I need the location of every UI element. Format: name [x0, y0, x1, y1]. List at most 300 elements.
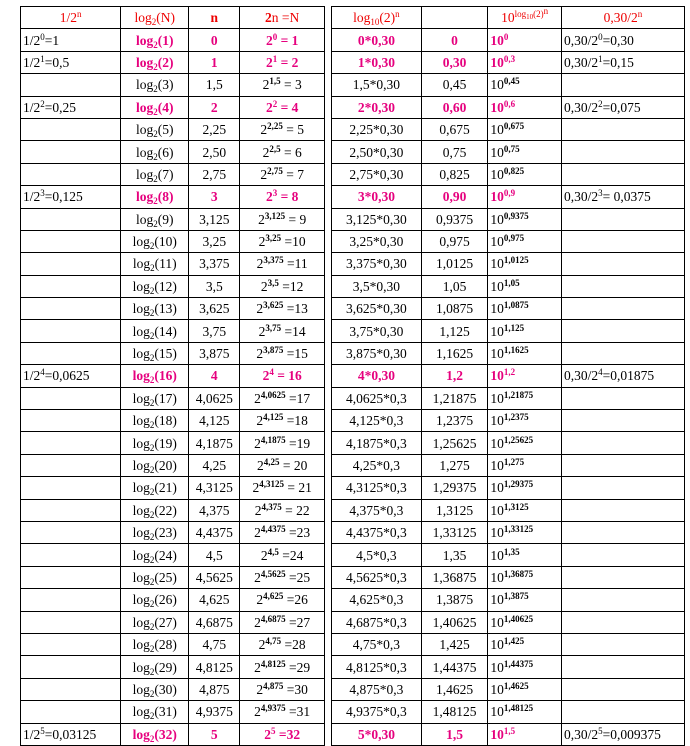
table-row	[332, 320, 685, 342]
cell-log: $\log_2(8)$	[121, 186, 189, 208]
cell-frac	[21, 298, 121, 320]
cell-eq: 2$^{3,625}$ =13	[240, 298, 325, 320]
cell-exp: 2*0,30	[332, 96, 422, 118]
table-row	[21, 678, 325, 700]
table-row	[21, 365, 325, 387]
cell-log: $\log_2(22)$	[121, 499, 189, 521]
cell-exp: 4*0,30	[332, 365, 422, 387]
table-row	[332, 387, 685, 409]
table-row	[21, 723, 325, 745]
table-row	[21, 566, 325, 588]
cell-n: 4,125	[189, 410, 240, 432]
cell-frac	[21, 163, 121, 185]
cell-eq: 2$^{1,5}$ = 3	[240, 74, 325, 96]
cell-res	[561, 208, 684, 230]
cell-n: 0	[189, 29, 240, 51]
table-row	[21, 163, 325, 185]
header-frac: 1/2$^n$	[21, 7, 121, 29]
cell-frac	[21, 275, 121, 297]
cell-val: 0,75	[421, 141, 488, 163]
cell-pow: 10$^{0,675}$	[488, 118, 562, 140]
table-row	[21, 275, 325, 297]
cell-pow: $10^{1,40625}$	[488, 611, 562, 633]
cell-log: $\log_2(23)$	[121, 521, 189, 543]
cell-val: 0,30	[421, 51, 488, 73]
cell-n: 3,125	[189, 208, 240, 230]
cell-n: 2,50	[189, 141, 240, 163]
cell-eq: $2^1 = 2$	[240, 51, 325, 73]
cell-eq: $2^{4,0625} =17$	[240, 387, 325, 409]
cell-n: 4,4375	[189, 521, 240, 543]
cell-eq: 2$^{4,5}$ =24	[240, 544, 325, 566]
cell-n: 3,5	[189, 275, 240, 297]
cell-frac	[21, 410, 121, 432]
cell-val: 0,825	[421, 163, 488, 185]
cell-exp: 3,125*0,30	[332, 208, 422, 230]
cell-res	[561, 342, 684, 364]
table-row	[21, 410, 325, 432]
table-row	[332, 678, 685, 700]
cell-pow: 10$^{0,975}$	[488, 230, 562, 252]
cell-eq: $2^{4,6875} =27$	[240, 611, 325, 633]
cell-frac	[21, 477, 121, 499]
cell-res	[561, 298, 684, 320]
cell-frac: $1/2^5=0,03125$	[21, 723, 121, 745]
table-row	[21, 253, 325, 275]
cell-exp: 4,3125*0,3	[332, 477, 422, 499]
header-n: n	[189, 7, 240, 29]
cell-frac	[21, 118, 121, 140]
cell-pow: 10$^{1,2}$	[488, 365, 562, 387]
table-row	[332, 656, 685, 678]
table-row	[21, 701, 325, 723]
table-row	[21, 521, 325, 543]
table-row	[21, 208, 325, 230]
table-row	[21, 589, 325, 611]
cell-res: $0,30/2^4=0,01875$	[561, 365, 684, 387]
cell-exp: 4,4375*0,3	[332, 521, 422, 543]
header-res: 0,30/2$^n$	[561, 7, 684, 29]
cell-exp: 2,50*0,30	[332, 141, 422, 163]
cell-pow: $10^{1,29375}$	[488, 477, 562, 499]
table-row	[332, 566, 685, 588]
header-exp: $\log_{10}(2)^n$	[332, 7, 422, 29]
cell-res	[561, 387, 684, 409]
cell-pow: 10$^{0,45}$	[488, 74, 562, 96]
cell-log: $\log_2(7)$	[121, 163, 189, 185]
table-row	[332, 208, 685, 230]
left-table	[20, 6, 325, 746]
cell-pow: $10^{1,33125}$	[488, 521, 562, 543]
cell-pow: $10^{1,44375}$	[488, 656, 562, 678]
cell-frac	[21, 454, 121, 476]
cell-n: 3,375	[189, 253, 240, 275]
table-row	[21, 29, 325, 51]
table-row	[332, 342, 685, 364]
table-row	[21, 141, 325, 163]
cell-val: 1,29375	[421, 477, 488, 499]
cell-frac	[21, 320, 121, 342]
cell-frac	[21, 253, 121, 275]
cell-exp: 4,375*0,3	[332, 499, 422, 521]
cell-log: $\log_2(15)$	[121, 342, 189, 364]
cell-res: $0,30/2^0=0,30$	[561, 29, 684, 51]
cell-n: 4,8125	[189, 656, 240, 678]
cell-n: 4,75	[189, 633, 240, 655]
cell-val: 1,40625	[421, 611, 488, 633]
cell-res	[561, 410, 684, 432]
cell-log: $\log_2(13)$	[121, 298, 189, 320]
cell-eq: 2$^{3,375}$ =11	[240, 253, 325, 275]
cell-n: 2,75	[189, 163, 240, 185]
cell-exp: 4,75*0,3	[332, 633, 422, 655]
cell-res	[561, 521, 684, 543]
table-row	[332, 723, 685, 745]
cell-exp: 4,5625*0,3	[332, 566, 422, 588]
cell-exp: 4,1875*0,3	[332, 432, 422, 454]
cell-pow: $10^{0,9375}$	[488, 208, 562, 230]
table-row	[332, 544, 685, 566]
cell-log: $\log_2(3)$	[121, 74, 189, 96]
cell-frac: $1/2^4=0,0625$	[21, 365, 121, 387]
table-row	[21, 611, 325, 633]
cell-frac	[21, 342, 121, 364]
table-row	[21, 298, 325, 320]
cell-n: 3,75	[189, 320, 240, 342]
cell-pow: $10^{1,25625}$	[488, 432, 562, 454]
cell-log: $\log_2(20)$	[121, 454, 189, 476]
cell-log: $\log_2(11)$	[121, 253, 189, 275]
cell-res	[561, 432, 684, 454]
cell-val: 1,0875	[421, 298, 488, 320]
cell-log: $\log_2(4)$	[121, 96, 189, 118]
cell-val: 1,3875	[421, 589, 488, 611]
cell-pow: 10$^{0,6}$	[488, 96, 562, 118]
cell-val: 1,35	[421, 544, 488, 566]
cell-log: $\log_2(32)$	[121, 723, 189, 745]
table-row	[332, 432, 685, 454]
cell-log: $\log_2(30)$	[121, 678, 189, 700]
cell-frac	[21, 656, 121, 678]
cell-res: $0,30/2^3= 0,0375$	[561, 186, 684, 208]
cell-exp: 4,8125*0,3	[332, 656, 422, 678]
cell-pow: 10$^{0,3}$	[488, 51, 562, 73]
cell-n: 4,3125	[189, 477, 240, 499]
cell-pow: $10^{1,3875}$	[488, 589, 562, 611]
table-row	[21, 432, 325, 454]
cell-res: $0,30/2^2=0,075$	[561, 96, 684, 118]
cell-res	[561, 275, 684, 297]
cell-n: 4,5625	[189, 566, 240, 588]
cell-frac	[21, 633, 121, 655]
cell-frac	[21, 432, 121, 454]
cell-n: 4,1875	[189, 432, 240, 454]
cell-frac	[21, 230, 121, 252]
cell-n: 4,25	[189, 454, 240, 476]
cell-eq: 2$^{3,75}$ =14	[240, 320, 325, 342]
table-row	[332, 454, 685, 476]
table-row	[332, 163, 685, 185]
cell-res	[561, 163, 684, 185]
cell-pow: $10^{1,3125}$	[488, 499, 562, 521]
cell-log: $\log_2(9)$	[121, 208, 189, 230]
cell-val: 1,48125	[421, 701, 488, 723]
cell-eq: $2^{4,8125} =29$	[240, 656, 325, 678]
cell-exp: 3,25*0,30	[332, 230, 422, 252]
cell-eq: 2$^{4,625}$ =26	[240, 589, 325, 611]
cell-pow: $10^{1,4625}$	[488, 678, 562, 700]
cell-eq: $2^5 =32$	[240, 723, 325, 745]
table-row	[332, 477, 685, 499]
cell-frac	[21, 701, 121, 723]
cell-frac: $1/2^2=0,25$	[21, 96, 121, 118]
cell-val: 1,3125	[421, 499, 488, 521]
cell-n: 4,5	[189, 544, 240, 566]
table-row	[332, 365, 685, 387]
cell-eq: 2$^{3,5}$ =12	[240, 275, 325, 297]
cell-exp: 4,5*0,3	[332, 544, 422, 566]
cell-val: 1,5	[421, 723, 488, 745]
table-row	[332, 96, 685, 118]
cell-n: 4,0625	[189, 387, 240, 409]
cell-val: 1,125	[421, 320, 488, 342]
cell-res	[561, 678, 684, 700]
cell-exp: 2,75*0,30	[332, 163, 422, 185]
table-row	[21, 96, 325, 118]
cell-eq: 2$^{3,875}$ =15	[240, 342, 325, 364]
cell-exp: 3,375*0,30	[332, 253, 422, 275]
cell-val: 0,675	[421, 118, 488, 140]
cell-pow: 10$^{0,9}$	[488, 186, 562, 208]
cell-val: 0,45	[421, 74, 488, 96]
cell-exp: 2,25*0,30	[332, 118, 422, 140]
cell-eq: $2^4 = 16$	[240, 365, 325, 387]
table-row	[21, 477, 325, 499]
cell-log: $\log_2(21)$	[121, 477, 189, 499]
cell-frac: $1/2^0=1$	[21, 29, 121, 51]
cell-pow: $10^{1,1625}$	[488, 342, 562, 364]
table-row	[332, 275, 685, 297]
right-table	[331, 6, 685, 746]
table-row	[21, 51, 325, 73]
table-row	[332, 118, 685, 140]
cell-pow: 10$^{1,5}$	[488, 723, 562, 745]
cell-log: $\log_2(12)$	[121, 275, 189, 297]
table-row	[332, 499, 685, 521]
cell-exp: 3,5*0,30	[332, 275, 422, 297]
cell-log: $\log_2(31)$	[121, 701, 189, 723]
cell-log: $\log_2(28)$	[121, 633, 189, 655]
cell-res: $0,30/2^1=0,15$	[561, 51, 684, 73]
cell-n: 5	[189, 723, 240, 745]
cell-log: $\log_2(1)$	[121, 29, 189, 51]
cell-pow: 10$^{0,75}$	[488, 141, 562, 163]
table-row	[21, 186, 325, 208]
cell-eq: 2$^{2,75}$ = 7	[240, 163, 325, 185]
cell-n: 4,875	[189, 678, 240, 700]
cell-frac	[21, 499, 121, 521]
cell-frac	[21, 521, 121, 543]
cell-val: 1,425	[421, 633, 488, 655]
cell-log: $\log_2(19)$	[121, 432, 189, 454]
table-row	[21, 656, 325, 678]
cell-frac	[21, 611, 121, 633]
cell-val: 1,33125	[421, 521, 488, 543]
cell-exp: 4,0625*0,3	[332, 387, 422, 409]
cell-pow: $10^{1,2375}$	[488, 410, 562, 432]
table-row	[332, 74, 685, 96]
table-row	[21, 544, 325, 566]
table-row	[21, 499, 325, 521]
cell-res	[561, 477, 684, 499]
cell-frac	[21, 566, 121, 588]
cell-frac	[21, 589, 121, 611]
cell-eq: $2^{4,3125} = 21$	[240, 477, 325, 499]
cell-res	[561, 656, 684, 678]
cell-log: $\log_2(18)$	[121, 410, 189, 432]
table-row	[21, 454, 325, 476]
cell-exp: 3,75*0,30	[332, 320, 422, 342]
table-row	[332, 51, 685, 73]
cell-val: 1,275	[421, 454, 488, 476]
cell-n: 3,25	[189, 230, 240, 252]
cell-res: $0,30/2^5=0,009375$	[561, 723, 684, 745]
cell-eq: 2$^{4,75}$ =28	[240, 633, 325, 655]
cell-n: 1,5	[189, 74, 240, 96]
cell-res	[561, 74, 684, 96]
cell-val: 0	[421, 29, 488, 51]
cell-res	[561, 230, 684, 252]
cell-n: 1	[189, 51, 240, 73]
cell-frac: $1/2^1=0,5$	[21, 51, 121, 73]
cell-frac	[21, 387, 121, 409]
table-row	[21, 342, 325, 364]
cell-eq: $2^0 = 1$	[240, 29, 325, 51]
cell-res	[561, 320, 684, 342]
table-row	[21, 633, 325, 655]
cell-pow: 10$^{1,05}$	[488, 275, 562, 297]
header-pow: $10^{log_{10}(2)n}$	[488, 7, 562, 29]
cell-n: 2	[189, 96, 240, 118]
table-row	[21, 118, 325, 140]
cell-val: 1,25625	[421, 432, 488, 454]
cell-res	[561, 544, 684, 566]
cell-val: 1,1625	[421, 342, 488, 364]
cell-eq: 2$^{4,25}$ = 20	[240, 454, 325, 476]
cell-val: 1,21875	[421, 387, 488, 409]
cell-val: 1,36875	[421, 566, 488, 588]
cell-res	[561, 253, 684, 275]
cell-exp: 4,9375*0,3	[332, 701, 422, 723]
table-row	[332, 410, 685, 432]
cell-log: $\log_2(29)$	[121, 656, 189, 678]
cell-res	[561, 611, 684, 633]
cell-n: 3,625	[189, 298, 240, 320]
table-row	[332, 589, 685, 611]
table-row	[332, 701, 685, 723]
cell-log: $\log_2(2)$	[121, 51, 189, 73]
table-row	[332, 253, 685, 275]
table-row	[332, 611, 685, 633]
cell-log: $\log_2(26)$	[121, 589, 189, 611]
cell-eq: 2$^{3,25}$ =10	[240, 230, 325, 252]
cell-res	[561, 454, 684, 476]
table-row	[332, 186, 685, 208]
cell-frac	[21, 74, 121, 96]
table-row	[332, 633, 685, 655]
cell-val: 0,90	[421, 186, 488, 208]
cell-log: $\log_2(24)$	[121, 544, 189, 566]
cell-pow: 10$^{1,125}$	[488, 320, 562, 342]
cell-log: $\log_2(10)$	[121, 230, 189, 252]
cell-exp: 4,125*0,3	[332, 410, 422, 432]
header-log: $\log_2(N)$	[121, 7, 189, 29]
cell-val: 0,975	[421, 230, 488, 252]
cell-n: 4,9375	[189, 701, 240, 723]
cell-pow: $10^0$	[488, 29, 562, 51]
cell-n: 3,875	[189, 342, 240, 364]
table-row	[21, 74, 325, 96]
cell-val: 1,44375	[421, 656, 488, 678]
cell-log: $\log_2(5)$	[121, 118, 189, 140]
cell-val: 1,4625	[421, 678, 488, 700]
cell-val: 1,2	[421, 365, 488, 387]
cell-pow: $10^{1,36875}$	[488, 566, 562, 588]
left-header-row	[21, 7, 325, 29]
cell-val: 0,9375	[421, 208, 488, 230]
cell-n: 4,375	[189, 499, 240, 521]
cell-res	[561, 566, 684, 588]
cell-eq: 2$^{2,5}$ = 6	[240, 141, 325, 163]
cell-pow: 10$^{0,825}$	[488, 163, 562, 185]
cell-eq: $2^3 = 8$	[240, 186, 325, 208]
cell-exp: 4,6875*0,3	[332, 611, 422, 633]
right-header-row	[332, 7, 685, 29]
cell-eq: $2^{4,9375} =31$	[240, 701, 325, 723]
table-row	[332, 29, 685, 51]
cell-n: 2,25	[189, 118, 240, 140]
cell-frac	[21, 141, 121, 163]
cell-exp: 3,625*0,30	[332, 298, 422, 320]
cell-res	[561, 118, 684, 140]
cell-exp: 4,625*0,3	[332, 589, 422, 611]
cell-n: 3	[189, 186, 240, 208]
cell-exp: 1*0,30	[332, 51, 422, 73]
cell-pow: 10$^{1,425}$	[488, 633, 562, 655]
cell-exp: 3,875*0,30	[332, 342, 422, 364]
cell-exp: 0*0,30	[332, 29, 422, 51]
cell-eq: 2$^{2,25}$ = 5	[240, 118, 325, 140]
cell-pow: $10^{1,0125}$	[488, 253, 562, 275]
table-row	[21, 230, 325, 252]
cell-pow: 10$^{1,275}$	[488, 454, 562, 476]
cell-eq: $2^{4,5625} =25$	[240, 566, 325, 588]
cell-frac	[21, 678, 121, 700]
cell-res	[561, 589, 684, 611]
cell-eq: $2^{4,1875} =19$	[240, 432, 325, 454]
cell-val: 1,0125	[421, 253, 488, 275]
cell-exp: 1,5*0,30	[332, 74, 422, 96]
cell-frac: $1/2^3=0,125$	[21, 186, 121, 208]
cell-log: $\log_2(27)$	[121, 611, 189, 633]
cell-eq: 2$^{4,125}$ =18	[240, 410, 325, 432]
cell-eq: $2^2 = 4$	[240, 96, 325, 118]
cell-log: $\log_2(6)$	[121, 141, 189, 163]
table-row	[21, 387, 325, 409]
log-tables	[20, 6, 685, 746]
cell-val: 1,2375	[421, 410, 488, 432]
cell-pow: $10^{1,0875}$	[488, 298, 562, 320]
